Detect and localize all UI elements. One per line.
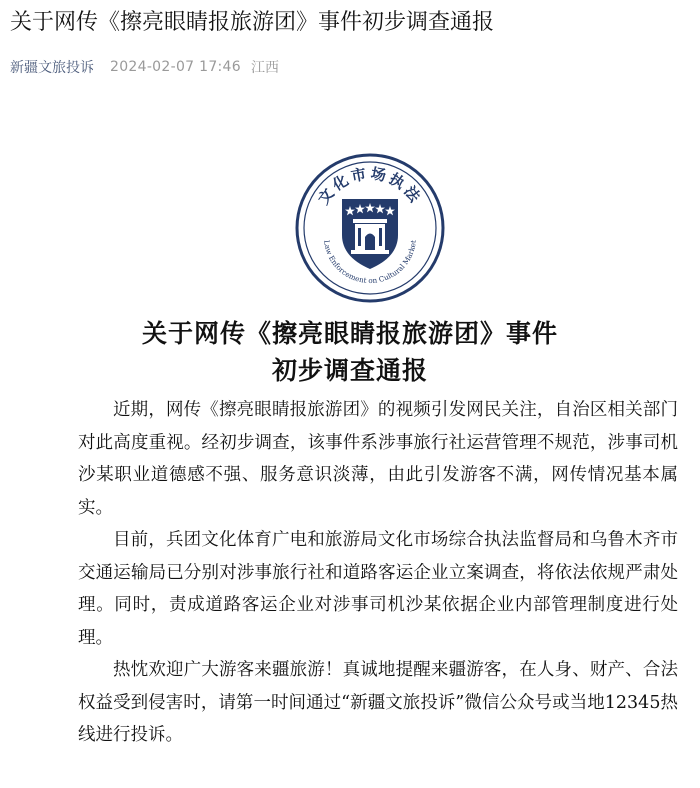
document-title-line1: 关于网传《擦亮眼睛报旅游团》事件 bbox=[141, 319, 558, 348]
seal-emblem-icon bbox=[295, 153, 445, 303]
author-link[interactable]: 新疆文旅投诉 bbox=[10, 60, 94, 76]
publish-time: 2024-02-07 17:46 bbox=[110, 59, 241, 75]
article-meta bbox=[10, 56, 279, 78]
location-label: 江西 bbox=[250, 60, 279, 76]
seal-top-text: 文化市场执法 bbox=[314, 164, 426, 208]
paragraph-3: 热忱欢迎广大游客来疆旅游！真诚地提醒来疆游客，在人身、财产、合法权益受到侵害时，请第一时间通过“新疆文旅投诉”微信公众号或当地12345热线进行投诉。 bbox=[78, 660, 678, 745]
cultural-market-enforcement-seal bbox=[295, 153, 445, 303]
article-title: 关于网传《擦亮眼睛报旅游团》事件初步调查通报 bbox=[10, 10, 495, 35]
document-body bbox=[78, 394, 678, 752]
seal-bottom-text: Law Enforcement on Cultural Market bbox=[322, 239, 418, 286]
paragraph-2: 目前，兵团文化体育广电和旅游局文化市场综合执法监督局和乌鲁木齐市交通运输局已分别对涉事旅行社和道路客运企业立案调查，将依法依规严肃处理。同时，责成道路客运企业对涉事司机沙某依据企业内部管理制度进行处理。 bbox=[78, 530, 678, 648]
paragraph-1: 近期，网传《擦亮眼睛报旅游团》的视频引发网民关注，自治区相关部门对此高度重视。经初步调查，该事件系涉事旅行社运营管理不规范，涉事司机沙某职业道德感不强、服务意识淡薄，由此引发游客不满，网传情况基本属实。 bbox=[78, 400, 678, 518]
document-title-line2: 初步调查通报 bbox=[271, 356, 428, 385]
